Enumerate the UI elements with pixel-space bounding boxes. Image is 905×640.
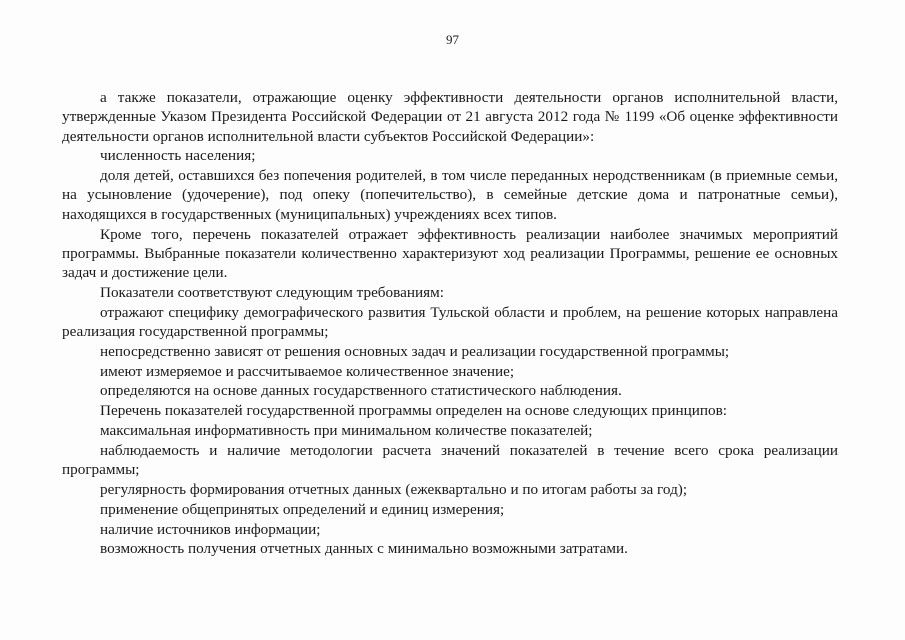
paragraph-efficiency: Кроме того, перечень показателей отражает эффективность реализации наиболее значимых мероприятий программы. Выбранные показатели количественно характеризуют ход реализации Программы, решение ее основных задач и достижение цели.	[62, 225, 838, 282]
page-number: 97	[446, 32, 459, 47]
paragraph-principle-observability: наблюдаемость и наличие методологии расчета значений показателей в течение всего срока реализации программы;	[62, 441, 838, 479]
paragraph-principle-costs: возможность получения отчетных данных с минимально возможными затратами.	[100, 540, 628, 558]
paragraph-requirement-depends: непосредственно зависят от решения основных задач и реализации государственной программы;	[100, 342, 730, 360]
document-body	[62, 88, 838, 559]
paragraph-requirement-statistics: определяются на основе данных государственного статистического наблюдения.	[100, 382, 622, 400]
paragraph-population: численность населения;	[100, 147, 256, 165]
paragraph-requirements-heading: Показатели соответствуют следующим требованиям:	[100, 283, 444, 301]
paragraph-principle-regularity: регулярность формирования отчетных данных (ежеквартально и по итогам работы за год);	[100, 480, 688, 498]
paragraph-children-share: доля детей, оставшихся без попечения родителей, в том числе переданных неродственникам (в приемные семьи, на усыновление (удочерение), под опеку (попечительство), в семейные детские дома и патронатные семьи), находящихся в государственных (муниципальных) учреждениях всех типов.	[62, 167, 838, 223]
paragraph-principle-informativeness: максимальная информативность при минимальном количестве показателей;	[100, 422, 593, 440]
paragraph-intro-indicators: а также показатели, отражающие оценку эффективности деятельности органов исполнительной власти, утвержденные Указом Президента Российской Федерации от 21 августа 2012 года № 1199 «Об оценке эффективности деятельности органов исполнительной власти субъектов Российской Федерации»:	[62, 89, 838, 145]
paragraph-principle-sources: наличие источников информации;	[100, 520, 321, 538]
paragraph-principle-definitions: применение общепринятых определений и единиц измерения;	[100, 500, 505, 518]
paragraph-requirement-measurable: имеют измеряемое и рассчитываемое количественное значение;	[100, 362, 515, 380]
paragraph-requirement-specifics: отражают специфику демографического развития Тульской области и проблем, на решение которых направлена реализация государственной программы;	[62, 303, 838, 341]
paragraph-principles-heading: Перечень показателей государственной программы определен на основе следующих принципов:	[100, 402, 727, 420]
